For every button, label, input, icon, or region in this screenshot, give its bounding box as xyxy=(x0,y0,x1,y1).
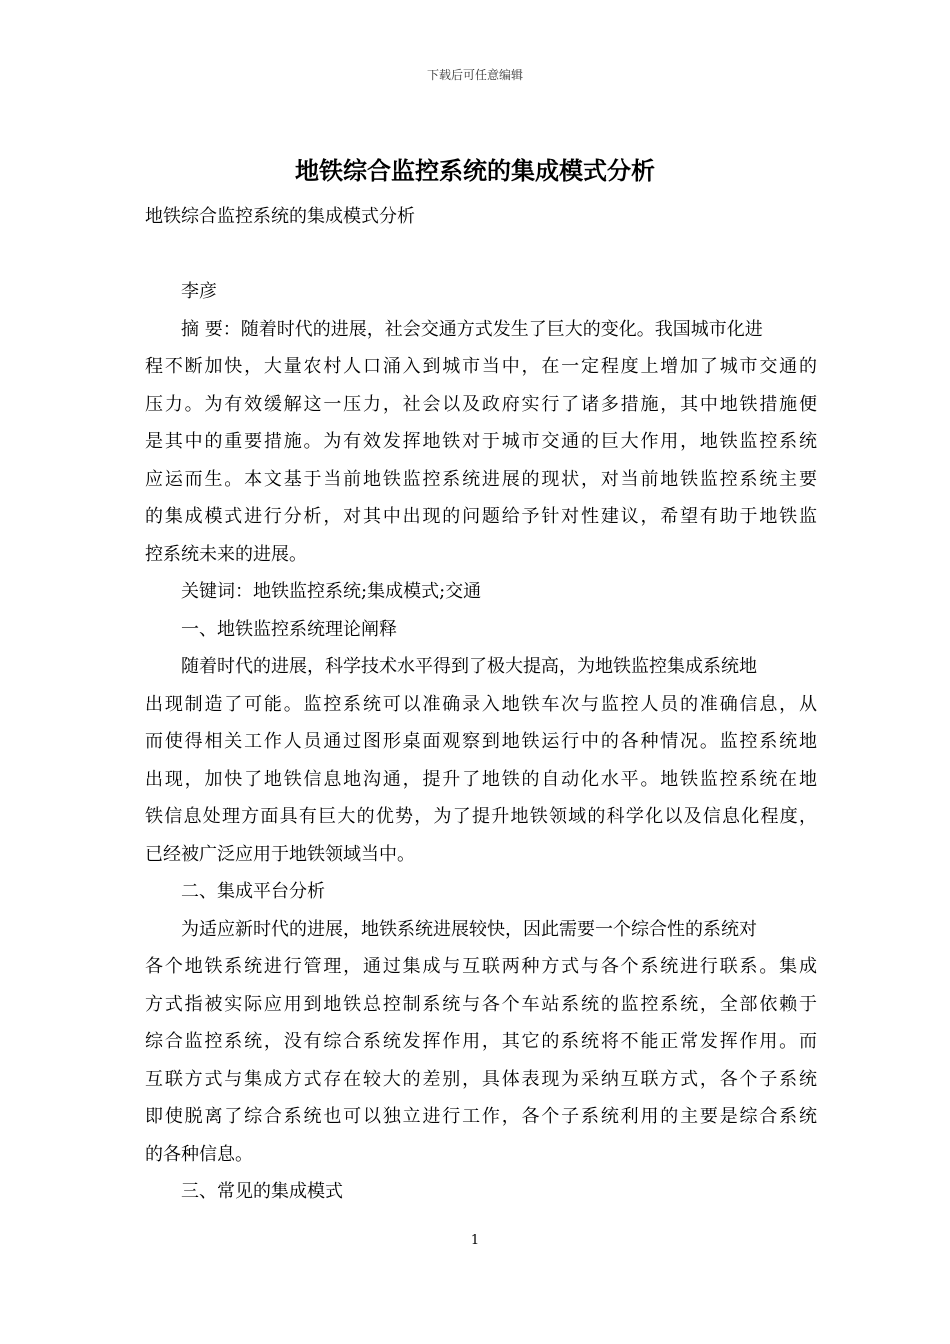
abstract-paragraph xyxy=(145,311,817,574)
paragraph-line: 出现，加快了地铁信息地沟通，提升了地铁的自动化水平。地铁监控系统在地 xyxy=(145,768,817,790)
abstract-line: 程不断加快，大量农村人口涌入到城市当中，在一定程度上增加了城市交通的 xyxy=(145,356,817,377)
paragraph-line: 综合监控系统，没有综合系统发挥作用，其它的系统将不能正常发挥作用。而 xyxy=(145,1031,817,1052)
section-heading: 一、地铁监控系统理论阐释 xyxy=(181,618,397,640)
document-subtitle: 地铁综合监控系统的集成模式分析 xyxy=(145,206,415,227)
abstract-line: 应运而生。本文基于当前地铁监控系统进展的现状，对当前地铁监控系统主要 xyxy=(145,468,817,490)
paragraph-line: 铁信息处理方面具有巨大的优势，为了提升地铁领域的科学化以及信息化程度， xyxy=(145,806,817,827)
paragraph-line: 随着时代的进展，科学技术水平得到了极大提高，为地铁监控集成系统地 xyxy=(181,656,757,677)
abstract-line: 摘 要：随着时代的进展，社会交通方式发生了巨大的变化。我国城市化进 xyxy=(181,318,763,340)
abstract-line: 是其中的重要措施。为有效发挥地铁对于城市交通的巨大作用，地铁监控系统 xyxy=(145,431,817,452)
page-number: 1 xyxy=(470,1233,480,1248)
paragraph-line: 已经被广泛应用于地铁领域当中。 xyxy=(145,843,415,865)
paragraph-line: 互联方式与集成方式存在较大的差别，具体表现为采纳互联方式，各个子系统 xyxy=(145,1068,817,1090)
abstract-line: 压力。为有效缓解这一压力，社会以及政府实行了诸多措施，其中地铁措施便 xyxy=(145,393,817,415)
blank-line xyxy=(145,236,817,274)
document-body xyxy=(145,198,817,1211)
section1-paragraph xyxy=(145,648,817,873)
author-name: 李彦 xyxy=(181,281,217,302)
section-heading: 三、常见的集成模式 xyxy=(181,1181,343,1202)
paragraph-line: 方式指被实际应用到地铁总控制系统与各个车站系统的监控系统，全部依赖于 xyxy=(145,993,817,1015)
paragraph-line: 即使脱离了综合系统也可以独立进行工作，各个子系统利用的主要是综合系统 xyxy=(145,1106,817,1127)
abstract-line: 的集成模式进行分析，对其中出现的问题给予针对性建议，希望有助于地铁监 xyxy=(145,506,817,527)
paragraph-line: 而使得相关工作人员通过图形桌面观察到地铁运行中的各种情况。监控系统地 xyxy=(145,731,817,752)
paragraph-line: 的各种信息。 xyxy=(145,1143,253,1165)
keywords-line: 关键词：地铁监控系统;集成模式;交通 xyxy=(181,581,482,602)
section2-paragraph xyxy=(145,911,817,1174)
document-title: 地铁综合监控系统的集成模式分析 xyxy=(295,156,655,185)
paragraph-line: 出现制造了可能。监控系统可以准确录入地铁车次与监控人员的准确信息，从 xyxy=(145,693,817,715)
paragraph-line: 各个地铁系统进行管理，通过集成与互联两种方式与各个系统进行联系。集成 xyxy=(145,956,817,977)
abstract-line: 控系统未来的进展。 xyxy=(145,543,307,565)
section-heading: 二、集成平台分析 xyxy=(181,881,325,902)
page-header-note: 下载后可任意编辑 xyxy=(426,68,523,82)
paragraph-line: 为适应新时代的进展，地铁系统进展较快，因此需要一个综合性的系统对 xyxy=(181,918,757,940)
